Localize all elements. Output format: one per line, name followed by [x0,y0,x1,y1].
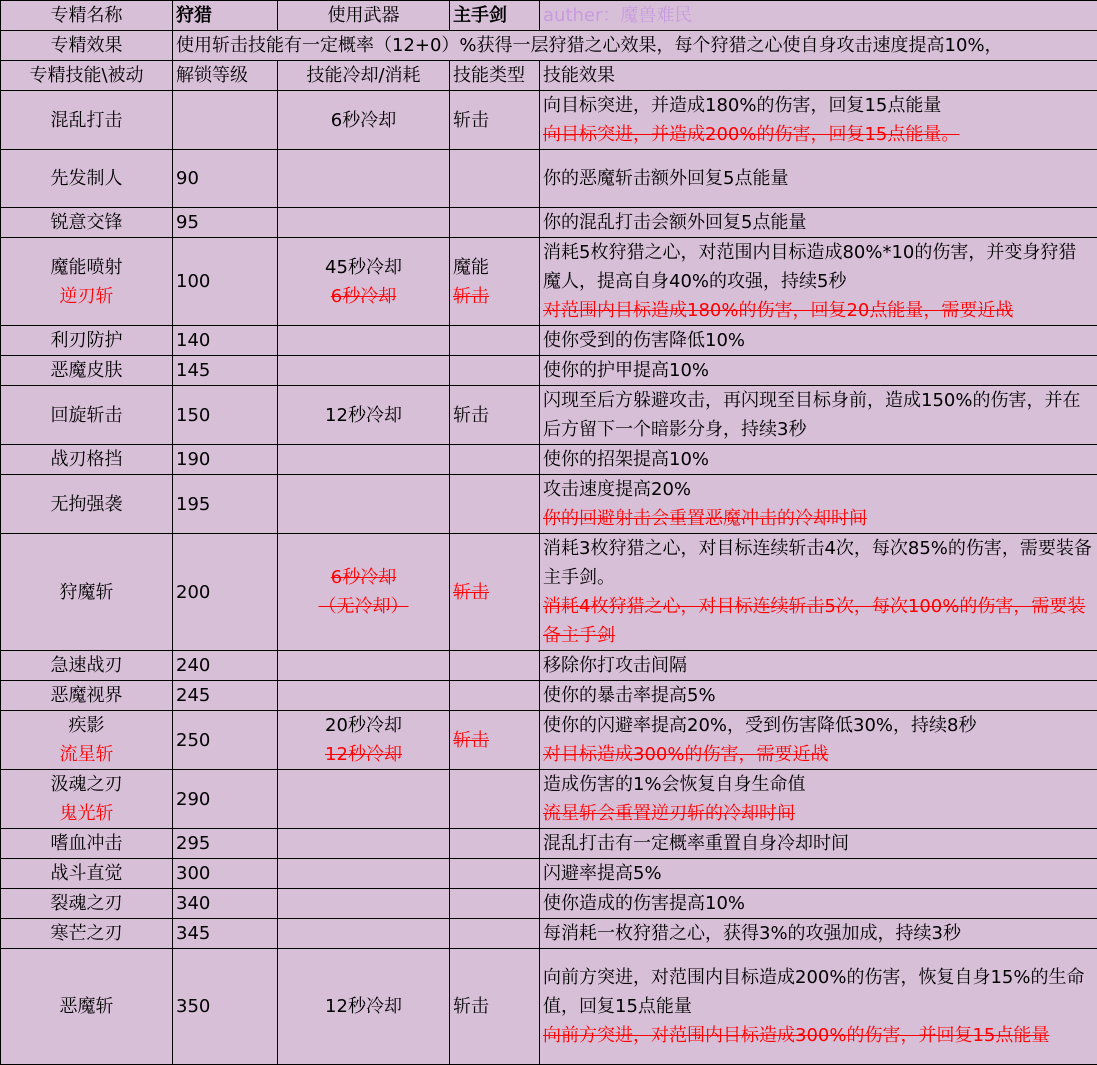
table-row [1,651,1097,681]
skill-name: 无拘强袭 [1,475,173,534]
weapon-value: 主手剑 [450,1,540,31]
col-header-cooldown: 技能冷却/消耗 [278,61,450,91]
skill-effect: 混乱打击有一定概率重置自身冷却时间 [540,829,1097,859]
skill-name: 混乱打击 [1,91,173,150]
spec-name-label: 专精名称 [1,1,173,31]
table-row [1,208,1097,238]
skill-effect: 攻击速度提高20% [543,475,1094,504]
skill-effect-old: 流星斩会重置逆刃斩的冷却时间 [543,799,1094,828]
author-credit: auther：魔兽难民 [540,1,1097,31]
table-row [1,859,1097,889]
skill-cooldown [278,770,450,829]
unlock-level: 340 [173,889,278,919]
unlock-level: 195 [173,475,278,534]
skill-type-cell [450,711,540,770]
skill-cooldown [278,681,450,711]
skill-cooldown [278,919,450,949]
skill-effect-old: 消耗4枚狩猎之心，对目标连续斩击5次，每次100%的伤害，需要装备主手剑 [543,592,1094,650]
table-row [1,829,1097,859]
skill-effect: 闪现至后方躲避攻击，再闪现至目标身前，造成150%的伤害，并在后方留下一个暗影分身，持续3秒 [540,386,1097,445]
skill-cooldown-cell [278,711,450,770]
unlock-level: 100 [173,238,278,326]
skill-cooldown-old: 6秒冷却 [281,282,446,311]
skill-type [450,889,540,919]
skill-cooldown [278,326,450,356]
skill-effect: 使你的护甲提高10% [540,356,1097,386]
skill-effect-old: 对范围内目标造成180%的伤害，回复20点能量，需要近战 [543,296,1094,325]
skill-type-old: 斩击 [453,578,536,607]
skill-cooldown: 20秒冷却 [281,711,446,740]
skill-effect-cell [540,770,1097,829]
skill-type [450,326,540,356]
table-row [1,356,1097,386]
table-row [1,534,1097,651]
skill-name-cell [1,238,173,326]
unlock-level: 200 [173,534,278,651]
skill-type [450,208,540,238]
effect-text: 使用斩击技能有一定概率（12+0）%获得一层狩猎之心效果，每个狩猎之心使自身攻击速度提高10%， [173,31,1097,61]
table-row [1,91,1097,150]
unlock-level: 300 [173,859,278,889]
skill-effect: 使你的招架提高10% [540,445,1097,475]
skill-effect-cell [540,534,1097,651]
skill-effect: 使你受到的伤害降低10% [540,326,1097,356]
skill-type [450,356,540,386]
skill-cooldown [278,859,450,889]
skill-cooldown [278,445,450,475]
skill-name: 狩魔斩 [1,534,173,651]
skill-name: 恶魔视界 [1,681,173,711]
skill-effect-cell [540,238,1097,326]
table-row [1,711,1097,770]
skill-type-cell [450,238,540,326]
skill-effect: 造成伤害的1%会恢复自身生命值 [543,770,1094,799]
skill-name: 恶魔斩 [1,949,173,1065]
skill-type: 斩击 [450,949,540,1065]
skill-name: 急速战刃 [1,651,173,681]
skill-name: 先发制人 [1,150,173,208]
skill-cooldown: 6秒冷却 [278,91,450,150]
skill-effect: 消耗5枚狩猎之心，对范围内目标造成80%*10的伤害，并变身狩猎魔人，提高自身40%的攻强，持续5秒 [543,238,1094,296]
unlock-level: 350 [173,949,278,1065]
skill-effect: 使你的闪避率提高20%，受到伤害降低30%，持续8秒 [543,711,1094,740]
skill-effect-cell [540,91,1097,150]
unlock-level: 150 [173,386,278,445]
skill-cooldown [278,475,450,534]
skill-name: 嗜血冲击 [1,829,173,859]
skill-effect: 闪避率提高5% [540,859,1097,889]
skill-cooldown [278,150,450,208]
skill-type [450,150,540,208]
skill-name: 利刃防护 [1,326,173,356]
table-row [1,238,1097,326]
col-header-level: 解锁等级 [173,61,278,91]
skill-cooldown-cell [278,534,450,651]
table-row [1,150,1097,208]
effect-label: 专精效果 [1,31,173,61]
skill-type: 魔能 [453,253,536,282]
unlock-level: 295 [173,829,278,859]
table-row [1,475,1097,534]
skill-cooldown-old: 6秒冷却 [281,563,446,592]
unlock-level: 345 [173,919,278,949]
table-row [1,919,1097,949]
spec-name: 狩猎 [173,1,278,31]
table-row [1,949,1097,1065]
skill-type-cell [450,534,540,651]
skill-effect: 移除你打攻击间隔 [540,651,1097,681]
unlock-level: 95 [173,208,278,238]
skill-type [450,681,540,711]
skill-effect-cell [540,475,1097,534]
col-header-type: 技能类型 [450,61,540,91]
skill-name: 回旋斩击 [1,386,173,445]
skill-cooldown-old: 12秒冷却 [281,740,446,769]
skill-cooldown [278,829,450,859]
skill-type-old: 斩击 [453,726,536,755]
skill-cooldown: 12秒冷却 [278,949,450,1065]
skill-type [450,859,540,889]
skill-name-old: 逆刃斩 [4,282,169,311]
skill-cooldown-cell [278,238,450,326]
table-row [1,386,1097,445]
unlock-level: 240 [173,651,278,681]
skill-name-old: 鬼光斩 [4,799,169,828]
unlock-level: 90 [173,150,278,208]
skill-name: 战刃格挡 [1,445,173,475]
skill-effect: 消耗3枚狩猎之心，对目标连续斩击4次，每次85%的伤害，需要装备主手剑。 [543,534,1094,592]
skill-type: 斩击 [450,386,540,445]
skill-cooldown [278,208,450,238]
col-header-skill: 专精技能\被动 [1,61,173,91]
skill-type: 斩击 [450,91,540,150]
col-header-effect: 技能效果 [540,61,1097,91]
skill-type [450,919,540,949]
skill-effect-cell [540,711,1097,770]
skill-cooldown [278,889,450,919]
weapon-label: 使用武器 [278,1,450,31]
skill-effect: 向前方突进，对范围内目标造成200%的伤害，恢复自身15%的生命值，回复15点能量 [543,963,1094,1021]
skill-type [450,770,540,829]
skill-type [450,829,540,859]
skill-effect: 你的恶魔斩击额外回复5点能量 [540,150,1097,208]
unlock-level: 245 [173,681,278,711]
skill-name-cell [1,770,173,829]
skill-effect: 向目标突进，并造成180%的伤害，回复15点能量 [543,91,1094,120]
skill-name: 汲魂之刃 [4,770,169,799]
skill-effect-old: 对目标造成300%的伤害，需要近战 [543,740,1094,769]
skill-effect-old: 你的回避射击会重置恶魔冲击的冷却时间 [543,504,1094,533]
skill-cooldown: 12秒冷却 [278,386,450,445]
skill-effect: 使你的暴击率提高5% [540,681,1097,711]
table-row [1,770,1097,829]
table-row [1,445,1097,475]
unlock-level: 290 [173,770,278,829]
unlock-level: 250 [173,711,278,770]
skill-name: 魔能喷射 [4,253,169,282]
skill-name: 锐意交锋 [1,208,173,238]
skill-type [450,475,540,534]
table-row [1,681,1097,711]
skill-effect-old: 向前方突进，对范围内目标造成300%的伤害，并回复15点能量 [543,1021,1094,1050]
skill-type [450,445,540,475]
skill-name: 寒芒之刃 [1,919,173,949]
unlock-level: 145 [173,356,278,386]
skill-cooldown-old-2: （无冷却） [281,592,446,621]
skill-cooldown: 45秒冷却 [281,253,446,282]
table-row [1,889,1097,919]
skill-effect: 你的混乱打击会额外回复5点能量 [540,208,1097,238]
skill-name-cell [1,711,173,770]
unlock-level: 190 [173,445,278,475]
skill-effect-cell [540,949,1097,1065]
skill-effect: 每消耗一枚狩猎之心，获得3%的攻强加成，持续3秒 [540,919,1097,949]
skill-cooldown [278,356,450,386]
skill-name-old: 流星斩 [4,740,169,769]
skill-type-old: 斩击 [453,282,536,311]
skill-name: 裂魂之刃 [1,889,173,919]
skill-name: 战斗直觉 [1,859,173,889]
skill-effect: 使你造成的伤害提高10% [540,889,1097,919]
skill-name: 恶魔皮肤 [1,356,173,386]
skill-effect-old: 向目标突进，并造成200%的伤害，回复15点能量。 [543,120,1094,149]
skill-type [450,651,540,681]
skill-name: 疾影 [4,711,169,740]
unlock-level: 140 [173,326,278,356]
unlock-level [173,91,278,150]
skill-cooldown [278,651,450,681]
table-row [1,326,1097,356]
